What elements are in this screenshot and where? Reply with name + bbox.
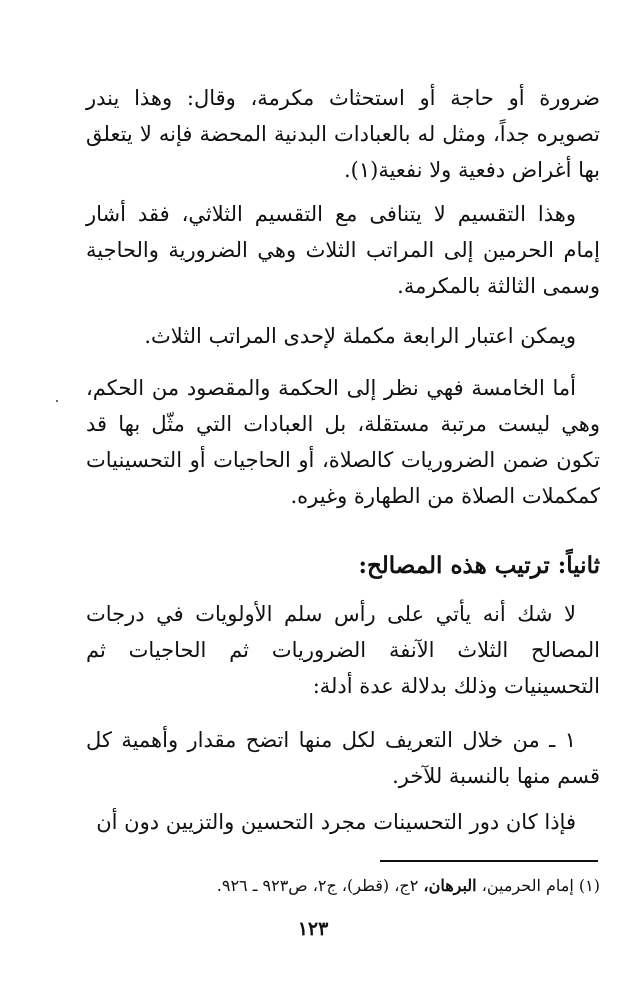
- paragraph-7: فإذا كان دور التحسينات مجرد التحسين والتزيين دون أن: [96, 810, 576, 834]
- footnote-title: البرهان،: [423, 876, 477, 895]
- page-number: ١٢٣: [297, 918, 329, 940]
- footnote-author: إمام الحرمين،: [481, 876, 574, 895]
- paragraph-6: ١ ـ من خلال التعريف لكل منها اتضح مقدار وأهمية كل قسم منها بالنسبة للآخر.: [86, 728, 600, 788]
- footnote-details: ٢ج، (قطر)، ج٢، ص٩٢٣ ـ ٩٢٦.: [216, 876, 419, 895]
- paragraph-4: أما الخامسة فهي نظر إلى الحكمة والمقصود من الحكم، وهي ليست مرتبة مستقلة، بل العبادات التي مثّل بها قد تكون ضمن الضروريات كالصلاة، أو الحاجيات أو التحسينيات كمكملات الصلاة من الطهارة وغيره.: [86, 376, 600, 508]
- paragraph-5: لا شك أنه يأتي على رأس سلم الأولويات في درجات المصالح الثلاث الآنفة الضروريات ثم الحاجيات ثم التحسينيات وذلك بدلالة عدة أدلة:: [86, 602, 600, 698]
- paragraph-1: ضرورة أو حاجة أو استحثاث مكرمة، وقال: وهذا يندر تصويره جداً، ومثل له بالعبادات البدنية المحضة فإنه لا يتعلق بها أغراض دفعية ولا نفعية(١).: [86, 86, 600, 182]
- paragraph-3: ويمكن اعتبار الرابعة مكملة لإحدى المراتب الثلاث.: [144, 324, 576, 348]
- paragraph-2: وهذا التقسيم لا يتنافى مع التقسيم الثلاثي، فقد أشار إمام الحرمين إلى المراتب الثلاث وهي الضرورية والحاجية وسمى الثالثة بالمكرمة.: [86, 202, 600, 298]
- margin-mark: [56, 400, 58, 402]
- footnote-marker: (١): [578, 876, 600, 895]
- footnote: [150, 874, 600, 898]
- footnote-separator: [380, 860, 598, 862]
- section-heading: ثانياً: ترتيب هذه المصالح:: [358, 552, 600, 579]
